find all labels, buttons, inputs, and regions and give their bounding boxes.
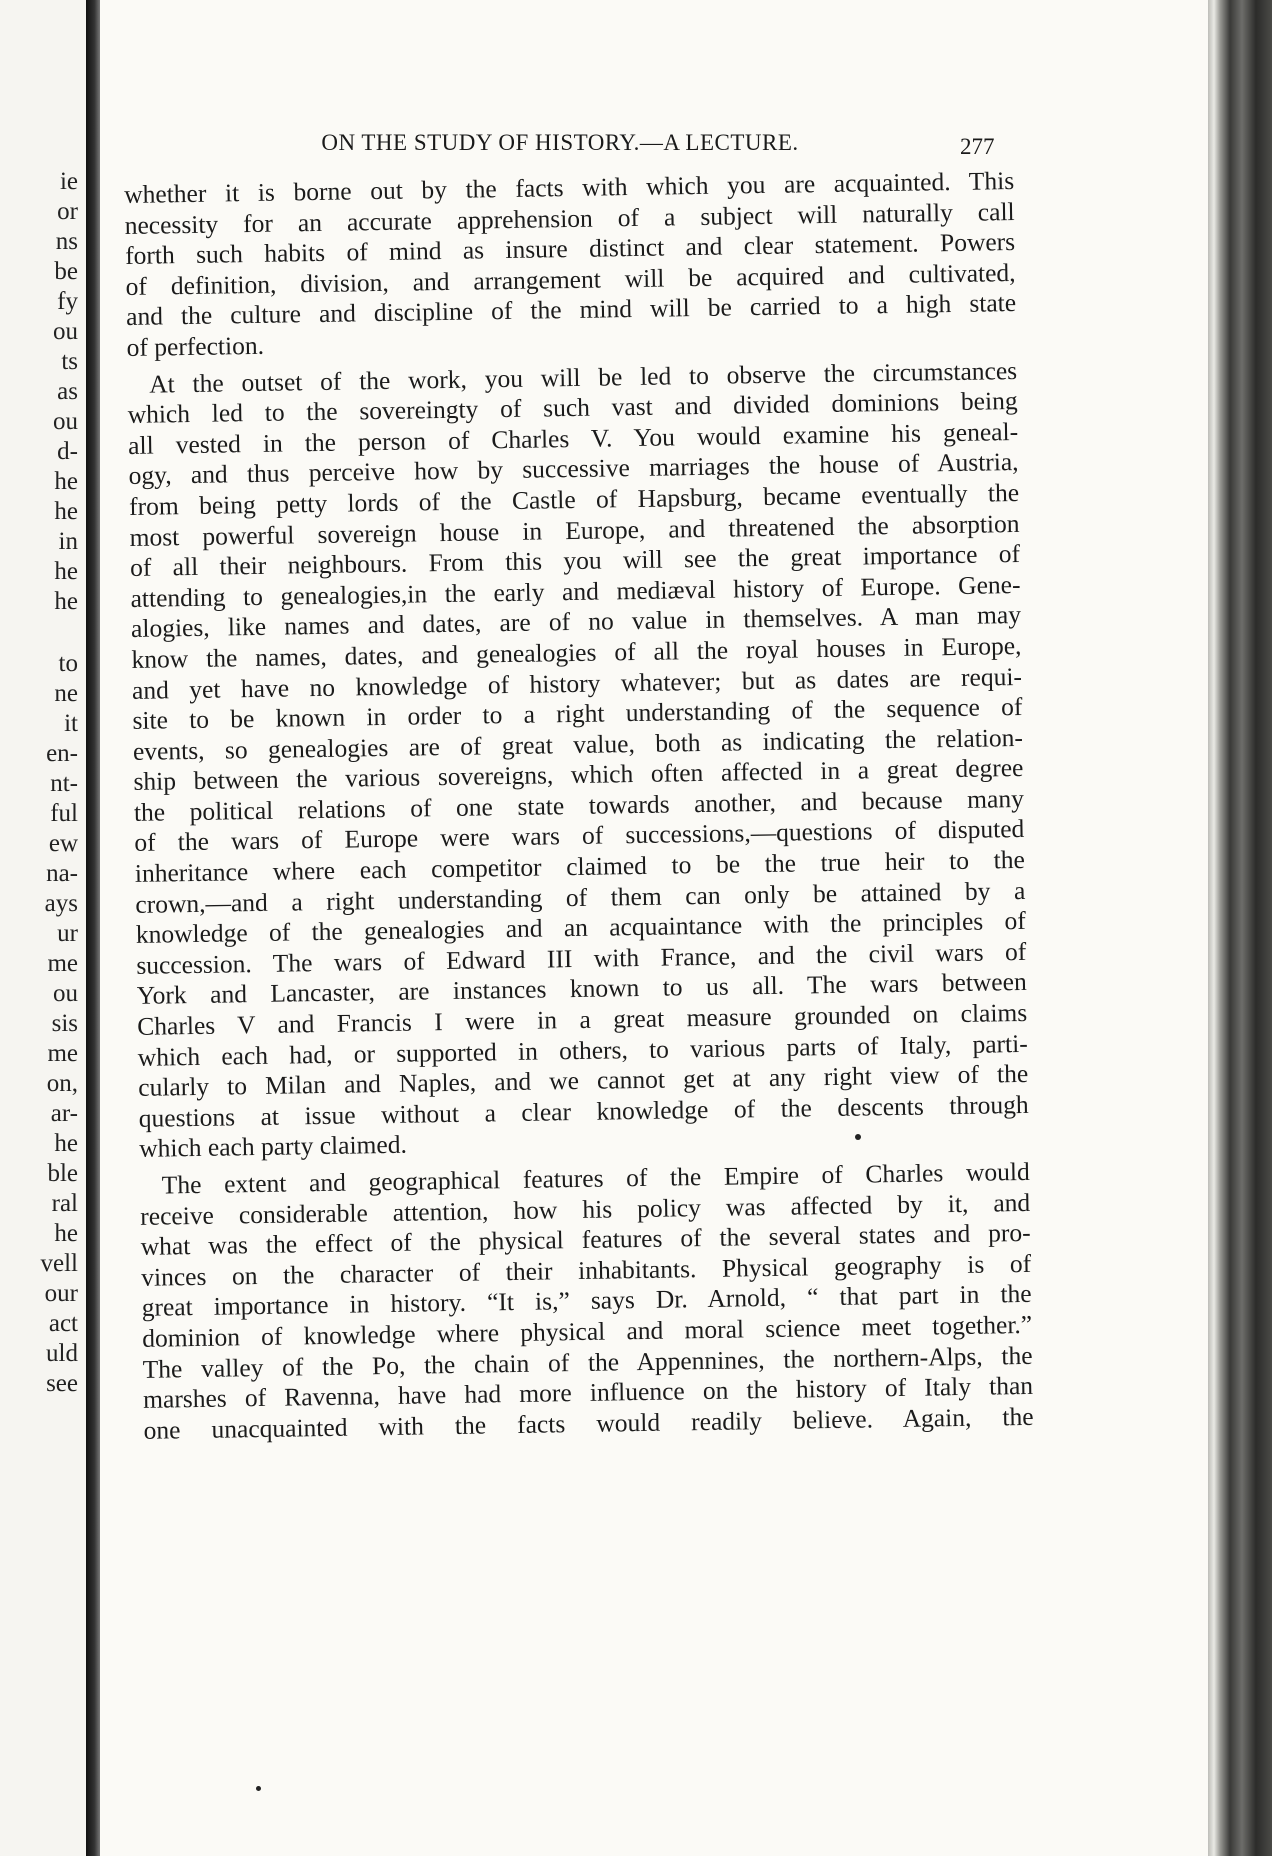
- paragraph: [124, 166, 1017, 364]
- text-line: alogies, like names and dates, are of no value in themselves. A man may: [130, 600, 1022, 644]
- left-page-fragment: ful: [50, 800, 78, 827]
- left-page-fragment: ble: [47, 1160, 78, 1187]
- left-page-fragment: na-: [46, 860, 78, 887]
- book-gutter: [86, 0, 100, 1856]
- left-page-fragment: ays: [44, 890, 78, 917]
- text-line: all vested in the person of Charles V. You would examine his geneal-: [127, 416, 1019, 460]
- ink-speck: [855, 1134, 861, 1140]
- paragraph: [140, 1157, 1034, 1446]
- text-line: one unacquainted with the facts would readily believe. Again, the: [143, 1401, 1034, 1445]
- running-head: [100, 118, 1208, 158]
- text-line: most powerful sovereign house in Europe, and threatened the absorption: [129, 508, 1020, 552]
- text-line: of definition, division, and arrangement will be acquired and cultivated,: [125, 257, 1016, 301]
- left-page-fragment: ral: [51, 1190, 78, 1217]
- text-line: great importance in history. “It is,” says Dr. Arnold, “ that part in the: [141, 1279, 1032, 1323]
- left-page-fragment: ew: [48, 830, 78, 857]
- text-line: forth such habits of mind as insure distinct and clear statement. Powers: [124, 227, 1016, 271]
- text-line: questions at issue without a clear knowledge of the descents through: [138, 1089, 1029, 1133]
- left-page-fragment: he: [54, 498, 78, 525]
- text-line: Charles V and Francis I were in a great measure grounded on claims: [137, 997, 1028, 1041]
- left-page-fragment: me: [47, 950, 78, 977]
- ink-speck: [256, 1786, 261, 1791]
- page-number: 277: [960, 134, 995, 159]
- text-line: dominion of knowledge where physical and moral science meet together.”: [141, 1309, 1033, 1353]
- left-page-fragment: d-: [57, 438, 78, 465]
- text-line: ogy, and thus perceive how by successive marriages the house of Austria,: [128, 447, 1019, 491]
- text-line: events, so genealogies are of great value, both as indicating the relation-: [132, 722, 1024, 766]
- text-line: ship between the various sovereigns, which often affected in a great degree: [133, 753, 1024, 797]
- left-page-fragment: en-: [46, 740, 78, 767]
- left-page-fragment: fy: [57, 288, 78, 315]
- left-page-fragment: or: [57, 198, 78, 225]
- left-page-fragment: ie: [59, 168, 78, 195]
- left-page-fragment: act: [48, 1310, 78, 1337]
- left-page-fragment: as: [57, 378, 78, 405]
- left-page-fragment: to: [58, 650, 78, 677]
- text-line: At the outset of the work, you will be led to observe the circumstances: [148, 355, 1018, 399]
- left-page-fragment: ou: [53, 408, 78, 435]
- book-page: [100, 0, 1208, 1856]
- left-page-fragment: me: [47, 1040, 78, 1067]
- left-page-fragment: he: [54, 1220, 78, 1247]
- left-page-fragment: nt-: [50, 770, 78, 797]
- text-line: and the culture and discipline of the mind will be carried to a high state: [125, 288, 1017, 332]
- left-page-fragment: ou: [53, 318, 78, 345]
- left-page-fragment: ar-: [50, 1100, 78, 1127]
- text-line: of perfection.: [126, 330, 265, 362]
- text-line: of the wars of Europe were wars of successions,—questions of disputed: [134, 814, 1025, 858]
- running-title: ON THE STUDY OF HISTORY.—A LECTURE.: [321, 130, 799, 155]
- left-page-fragment: see: [46, 1370, 78, 1397]
- text-line: marshes of Ravenna, have had more influence on the history of Italy than: [142, 1371, 1034, 1415]
- text-line: inheritance where each competitor claimed to be the true heir to the: [134, 844, 1026, 888]
- text-line: from being petty lords of the Castle of Hapsburg, became eventually the: [128, 477, 1020, 521]
- text-line: site to be known in order to a right understanding of the sequence of: [132, 692, 1023, 736]
- left-page-fragment: ns: [55, 228, 78, 255]
- text-line: know the names, dates, and genealogies of all the royal houses in Europe,: [131, 630, 1022, 674]
- body-text: [124, 166, 1034, 1446]
- paragraph: [127, 356, 1029, 1165]
- text-line: attending to genealogies,in the early and mediæval history of Europe. Gene-: [130, 569, 1021, 613]
- left-page-fragment: he: [54, 558, 78, 585]
- text-line: cularly to Milan and Naples, and we cannot get at any right view of the: [138, 1059, 1029, 1103]
- left-page-fragment: on,: [46, 1070, 78, 1097]
- left-page-fragment: it: [64, 710, 78, 737]
- text-line: crown,—and a right understanding of them can only be attained by a: [135, 875, 1026, 919]
- text-line: York and Lancaster, are instances known to us all. The wars between: [136, 967, 1027, 1011]
- text-line: The valley of the Po, the chain of the Appennines, the northern-Alps, the: [142, 1340, 1033, 1384]
- left-page-fragment: ts: [61, 348, 78, 375]
- text-line: The extent and geographical features of the Empire of Charles would: [161, 1156, 1030, 1200]
- text-line: whether it is borne out by the facts with which you are acquainted. This: [124, 166, 1015, 209]
- text-line: which led to the sovereingty of such vast and divided dominions being: [127, 386, 1018, 430]
- left-page-fragment: our: [44, 1280, 78, 1307]
- left-page-fragment: ou: [53, 980, 78, 1007]
- left-page-fragment: ur: [57, 920, 78, 947]
- text-line: what was the effect of the physical features of the several states and pro-: [140, 1218, 1031, 1262]
- text-line: necessity for an accurate apprehension of a subject will naturally call: [124, 196, 1015, 240]
- left-page-fragment: he: [54, 1130, 78, 1157]
- left-page-fragment: in: [58, 528, 78, 555]
- left-page-fragment: vell: [40, 1250, 78, 1277]
- text-line: of all their neighbours. From this you will see the great importance of: [129, 539, 1021, 583]
- left-page-fragment: he: [54, 588, 78, 615]
- left-page-fragment: he: [54, 468, 78, 495]
- text-line: vinces on the character of their inhabitants. Physical geography is of: [141, 1248, 1032, 1292]
- text-line: the political relations of one state towards another, and because many: [133, 783, 1025, 827]
- page-edge: [1208, 0, 1272, 1856]
- text-line: which each had, or supported in others, to various parts of Italy, parti-: [137, 1028, 1028, 1072]
- left-page-fragment: sis: [51, 1010, 78, 1037]
- text-line: which each party claimed.: [138, 1130, 408, 1164]
- previous-page-margin: [0, 0, 86, 1856]
- left-page-fragment: ne: [54, 680, 78, 707]
- text-line: receive considerable attention, how his policy was affected by it, and: [140, 1187, 1031, 1231]
- text-line: knowledge of the genealogies and an acquaintance with the principles of: [135, 906, 1026, 950]
- left-page-fragment: be: [54, 258, 78, 285]
- text-line: and yet have no knowledge of history whatever; but as dates are requi-: [131, 661, 1023, 705]
- text-line: succession. The wars of Edward III with France, and the civil wars of: [136, 936, 1027, 980]
- left-page-fragment: uld: [46, 1340, 78, 1367]
